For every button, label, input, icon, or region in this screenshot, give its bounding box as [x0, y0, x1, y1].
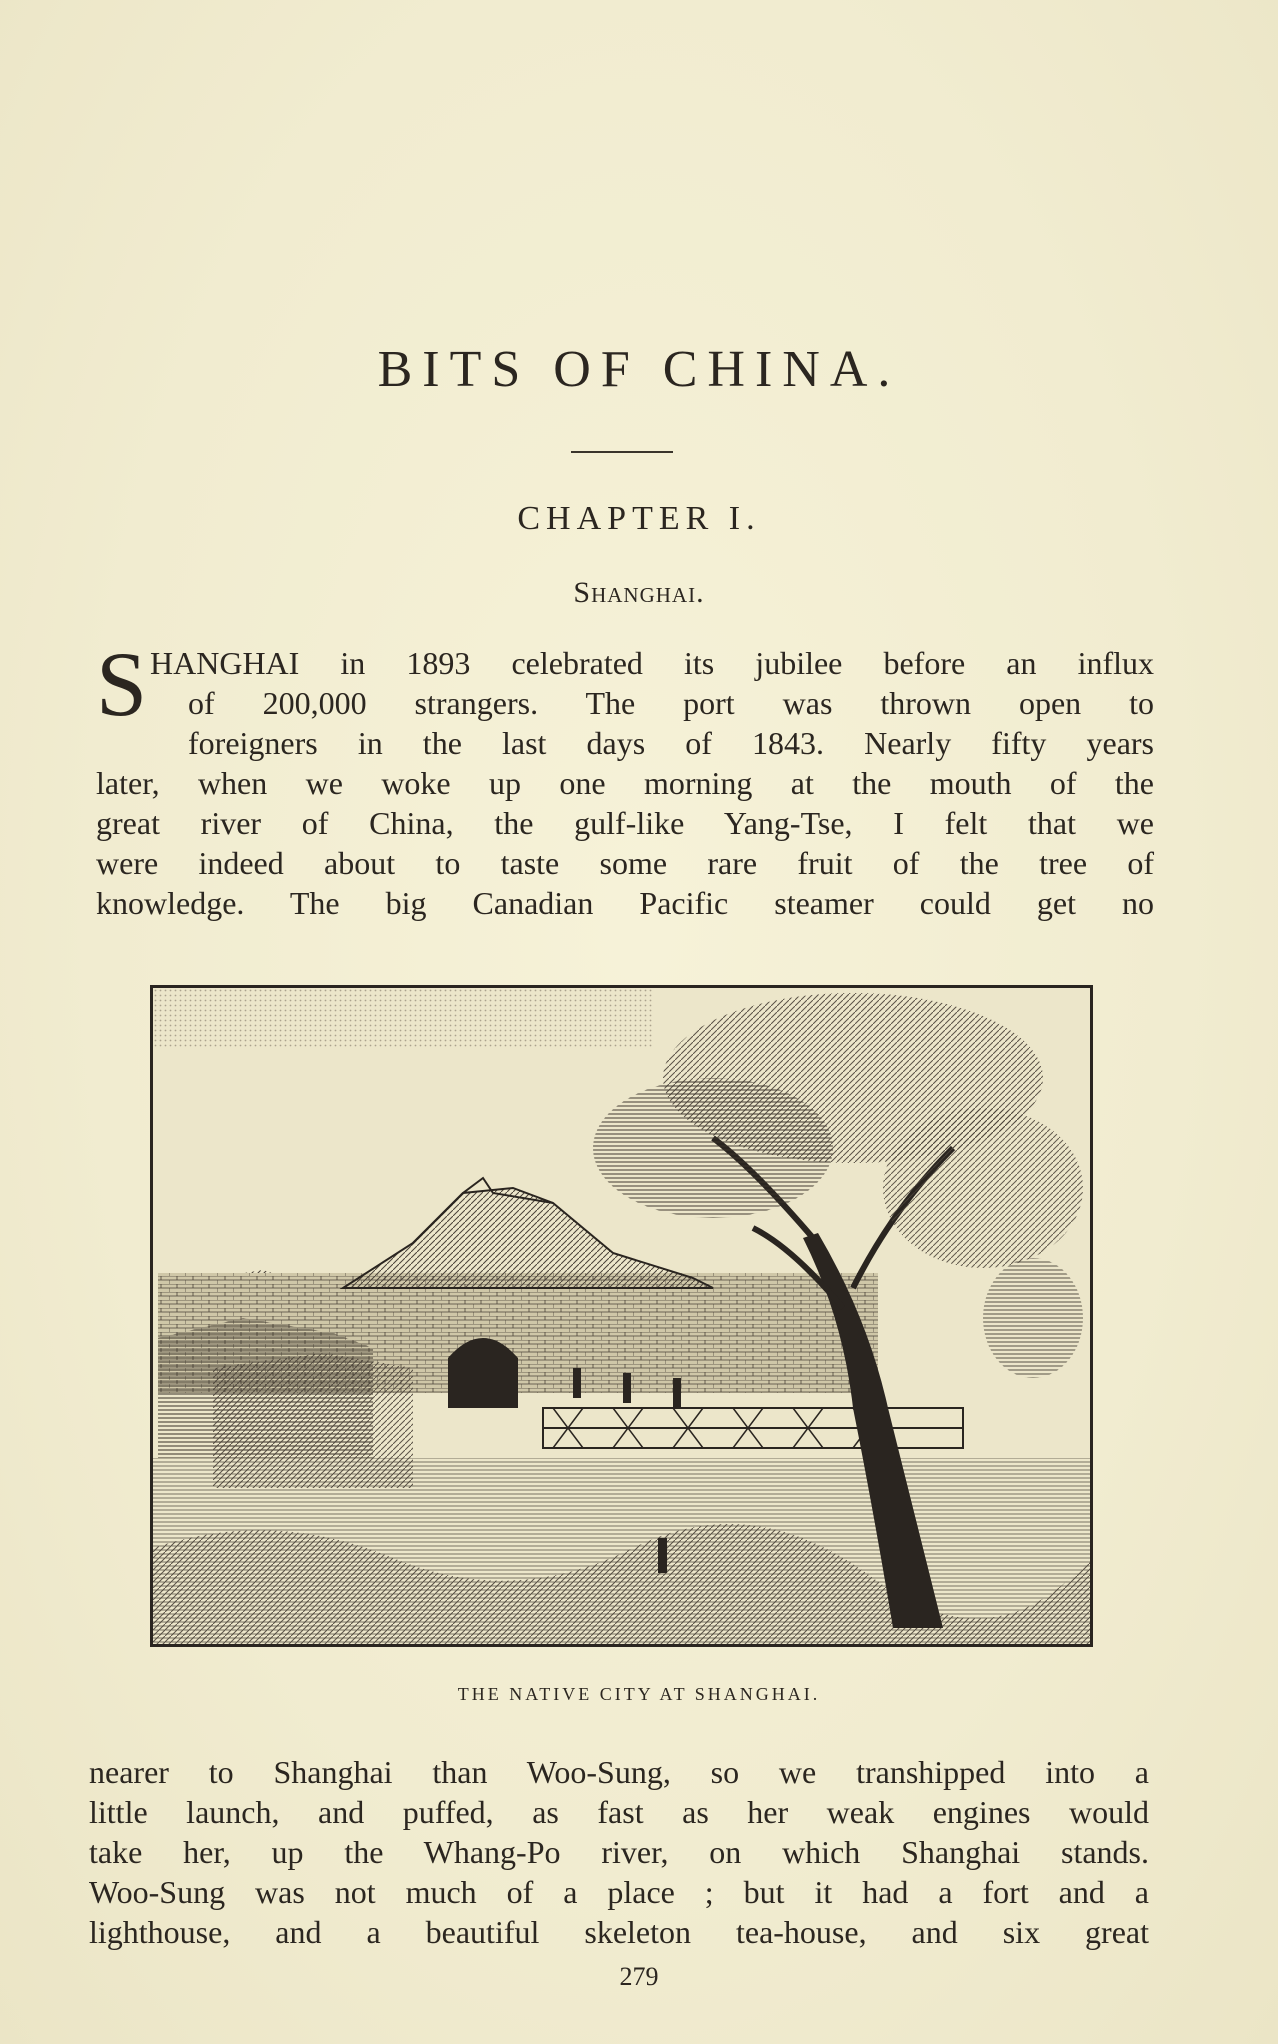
paragraph-line: great river of China, the gulf-like Yang-Tse, I felt that we — [96, 805, 1154, 841]
paragraph-line: foreigners in the last days of 1843. Nearly fifty years — [188, 725, 1154, 761]
illustration-native-city — [150, 985, 1093, 1647]
paragraph-line: little launch, and puffed, as fast as her weak engines would — [89, 1794, 1149, 1830]
chapter-subtitle: Shanghai. — [573, 576, 705, 609]
book-title: BITS OF CHINA. — [377, 341, 901, 398]
paragraph-line: nearer to Shanghai than Woo-Sung, so we transhipped into a — [89, 1754, 1149, 1790]
chapter-heading: CHAPTER I. — [517, 500, 761, 537]
paragraph-line: later, when we woke up one morning at the mouth of the — [96, 765, 1154, 801]
paragraph-line: take her, up the Whang-Po river, on which Shanghai stands. — [89, 1834, 1149, 1870]
figure-caption: THE NATIVE CITY AT SHANGHAI. — [457, 1684, 821, 1704]
paragraph-line: were indeed about to taste some rare fruit of the tree of — [96, 845, 1154, 881]
page-number: 279 — [619, 1962, 659, 1991]
drop-cap: S — [96, 633, 148, 735]
paragraph-line: knowledge. The big Canadian Pacific steamer could get no — [96, 885, 1154, 921]
paragraph-line: lighthouse, and a beautiful skeleton tea-house, and six great — [89, 1914, 1149, 1950]
paragraph-line: of 200,000 strangers. The port was thrown open to — [188, 685, 1154, 721]
title-divider — [571, 451, 673, 453]
paragraph-line: HANGHAI in 1893 celebrated its jubilee before an influx — [150, 645, 1154, 681]
paragraph-line: Woo-Sung was not much of a place ; but it had a fort and a — [89, 1874, 1149, 1910]
